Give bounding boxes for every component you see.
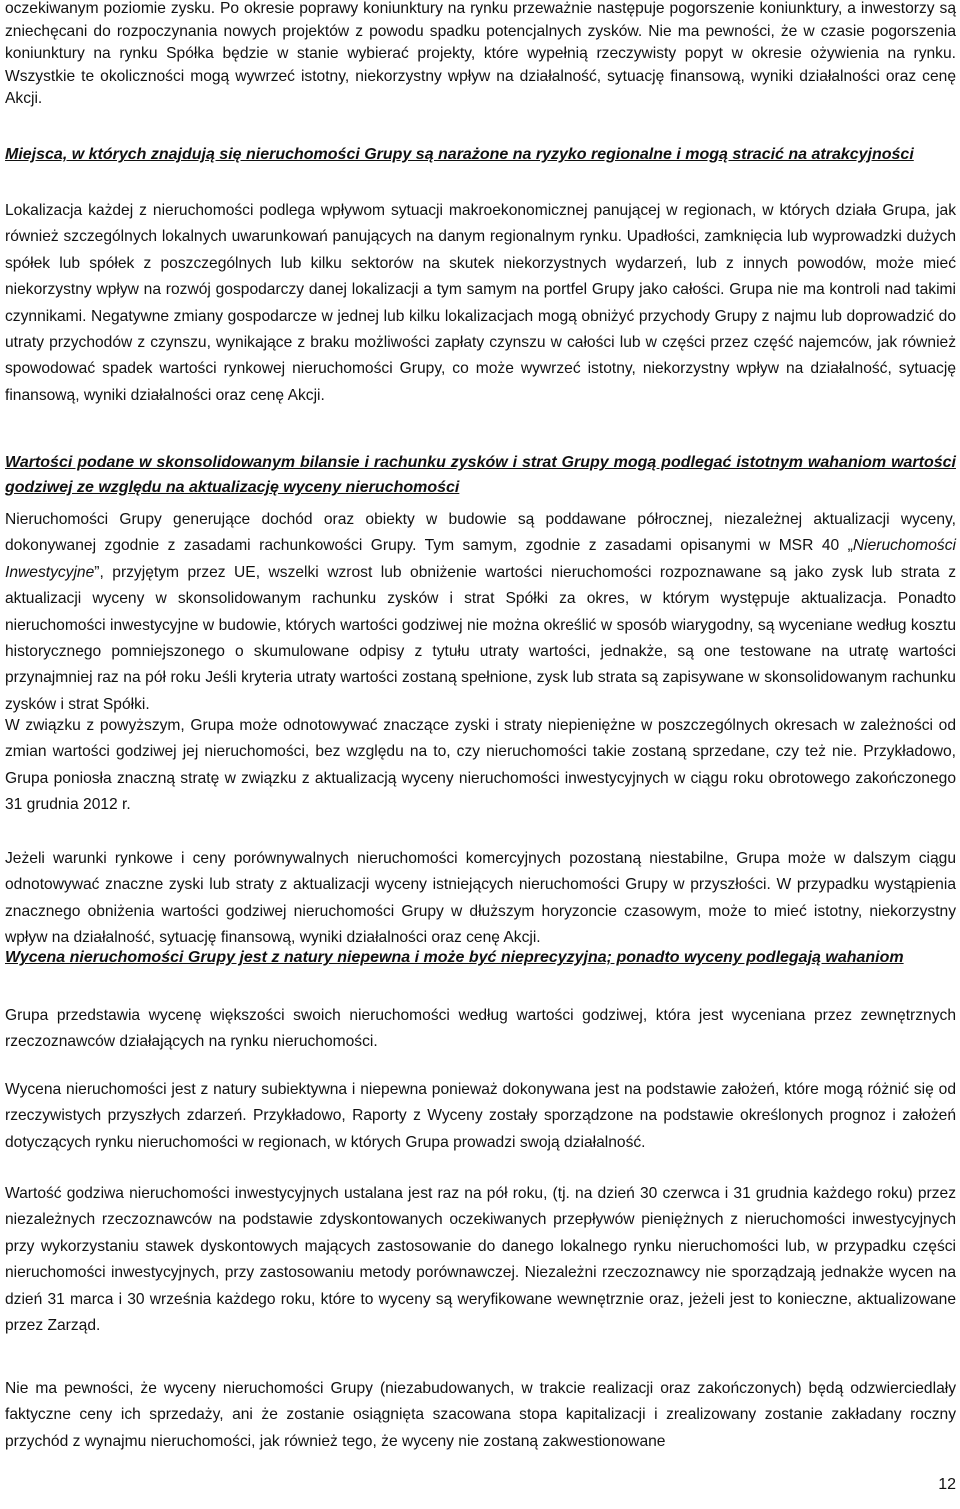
paragraph-valuation-schedule: Wartość godziwa nieruchomości inwestycyjnych ustalana jest raz na pół roku, (tj. na dzień 30 czerwca i 31 grudnia każdego roku) przez niezależnych rzeczoznawców na podstawie zdyskontowanych oczekiwanych przepływów pieniężnych z nieruchomości inwestycyjnych przy wykorzystaniu stawek dyskontowych mających zastosowanie do danego lokalnego rynku nieruchomości lub, w przypadku części nieruchomości inwestycyjnych, przy zastosowaniu metody porównawczej. Niezależni rzeczoznawcy nie sporządzają jednakże wycen na dzień 31 marca i 30 września każdego roku, które to wyceny są weryfikowane wewnętrznie oraz, jeżeli jest to konieczne, aktualizowane przez Zarząd. xyxy=(5,1185,956,1335)
heading-fair-value: Wartości podane w skonsolidowanym bilansie i rachunku zysków i strat Grupy mogą podlegać istotnym wahaniom wartości godziwej ze względu na aktualizację wyceny nieruchomości xyxy=(5,454,956,496)
text-italic-standard-name: Nieruchomości Inwestycyjne xyxy=(5,537,956,581)
text-before-italic: Nieruchomości Grupy generujące dochód oraz obiekty w budowie są poddawane półrocznej, niezależnej aktualizacji wyceny, dokonywanej zgodnie z zasadami rachunkowości Grupy. Tym samym, zgodnie z zasadami opisanymi w MSR 40 „ xyxy=(5,511,956,555)
paragraph-external-appraisers: Grupa przedstawia wycenę większości swoich nieruchomości według wartości godziwej, która jest wyceniana przez zewnętrznych rzeczoznawców działających na rynku nieruchomości. xyxy=(5,1007,956,1051)
paragraph-subjective-valuation: Wycena nieruchomości jest z natury subiektywna i niepewna ponieważ dokonywana jest na podstawie założeń, które mogą różnić się od rzeczywistych przyszłych zdarzeń. Przykładowo, Raporty z Wyceny zostały sporządzone na podstawie określonych prognoz i założeń dotyczących rynku nieruchomości w regionach, w których Grupa prowadzi swoją działalność. xyxy=(5,1081,956,1151)
paragraph-non-cash-gains: W związku z powyższym, Grupa może odnotowywać znaczące zyski i straty niepieniężne w poszczególnych okresach w zależności od zmian wartości godziwej jej nieruchomości, bez względu na to, czy nieruchomości takie zostaną sprzedane, czy też nie. Przykładowo, Grupa poniosła znaczną stratę w związku z aktualizacją wyceny nieruchomości inwestycyjnych w ciągu roku obrotowego zakończonego 31 grudnia 2012 r. xyxy=(5,717,956,814)
heading-valuation-uncertainty: Wycena nieruchomości Grupy jest z natury niepewna i może być nieprecyzyjna; ponadto wyceny podlegają wahaniom xyxy=(5,949,904,966)
paragraph-market-instability: Jeżeli warunki rynkowe i ceny porównywalnych nieruchomości komercyjnych pozostaną niestabilne, Grupa może w dalszym ciągu odnotowywać znaczne zyski lub straty z aktualizacji wyceny istniejących nieruchomości Grupy w przyszłości. W przypadku wystąpienia znacznego obniżenia wartości godziwej nieruchomości Grupy w dłuższym horyzoncie czasowym, może to mieć istotny, niekorzystny wpływ na działalność, sytuację finansową, wyniki działalności oraz cenę Akcji. xyxy=(5,850,956,947)
text-after-italic: ”, przyjętym przez UE, wszelki wzrost lub obniżenie wartości nieruchomości rozpoznawane są jako zysk lub strata z aktualizacji wyceny w skonsolidowanym rachunku zysków i strat Spółki za okres, w którym występuje aktualizacja. Ponadto nieruchomości inwestycyjne w budowie, których wartości godziwej nie można określić w sposób wiarygodny, są wyceniane według kosztu historycznego pomniejszonego o skumulowane odpisy z tytułu utraty wartości, jednakże, są one testowane na utratę wartości przynajmniej raz na pół roku Jeśli kryteria utraty wartości zostaną spełnione, zysk lub strata są zapisywane w skonsolidowanym rachunku zysków i strat Spółki. xyxy=(5,563,956,713)
page-number: 12 xyxy=(938,1476,956,1493)
paragraph-fair-value-ias40 xyxy=(5,507,956,718)
paragraph-regional-risk: Lokalizacja każdej z nieruchomości podlega wpływom sytuacji makroekonomicznej panującej w regionach, w których działa Grupa, jak również szczególnych lokalnych uwarunkowań panujących na danym regionalnym rynku. Upadłości, zamknięcia lub wyprowadzki dużych spółek lub spółek z poszczególnych lub kilku sektorów na skutek niekorzystnych wydarzeń, lub z innych powodów, może mieć niekorzystny wpływ na rozwój gospodarczy danej lokalizacji a tym samym na portfel Grupy jako całości. Grupa nie ma kontroli nad takimi czynnikami. Negatywne zmiany gospodarcze w jednej lub kilku lokalizacjach mogą obniżyć przychody Grupy z najmu lub doprowadzić do utraty przychodów z czynszu, wynikające z braku możliwości zapłaty czynszu w całości lub w części przez część najemców, jak również spowodować spadek wartości rynkowej nieruchomości Grupy, co może wywrzeć istotny, niekorzystny wpływ na działalność, sytuację finansową, wyniki działalności oraz cenę Akcji. xyxy=(5,202,956,404)
heading-regional-risk: Miejsca, w których znajdują się nieruchomości Grupy są narażone na ryzyko regionalne i mogą stracić na atrakcyjności xyxy=(5,146,914,163)
paragraph-market-cycle: oczekiwanym poziomie zysku. Po okresie poprawy koniunktury na rynku przeważnie następuje pogorszenie koniunktury, a inwestorzy są zniechęcani do rozpoczynania nowych projektów z powodu spadku potencjalnych zysków. Nie ma pewności, że w czasie pogorszenia koniunktury na rynku Spółka będzie w stanie wybierać projekty, które wypełnią rzeczywisty popyt w okresie ożywienia na rynku. Wszystkie te okoliczności mogą wywrzeć istotny, niekorzystny wpływ na działalność, sytuację finansową, wyniki działalności oraz cenę Akcji. xyxy=(5,0,956,108)
paragraph-no-certainty: Nie ma pewności, że wyceny nieruchomości Grupy (niezabudowanych, w trakcie realizacji oraz zakończonych) będą odzwierciedlały faktyczne ceny ich sprzedaży, ani że zostanie osiągnięta szacowana stopa kapitalizacji i zrealizowany zostanie zakładany roczny przychód z wynajmu nieruchomości, jak również tego, że wyceny nie zostaną zakwestionowane xyxy=(5,1380,956,1450)
